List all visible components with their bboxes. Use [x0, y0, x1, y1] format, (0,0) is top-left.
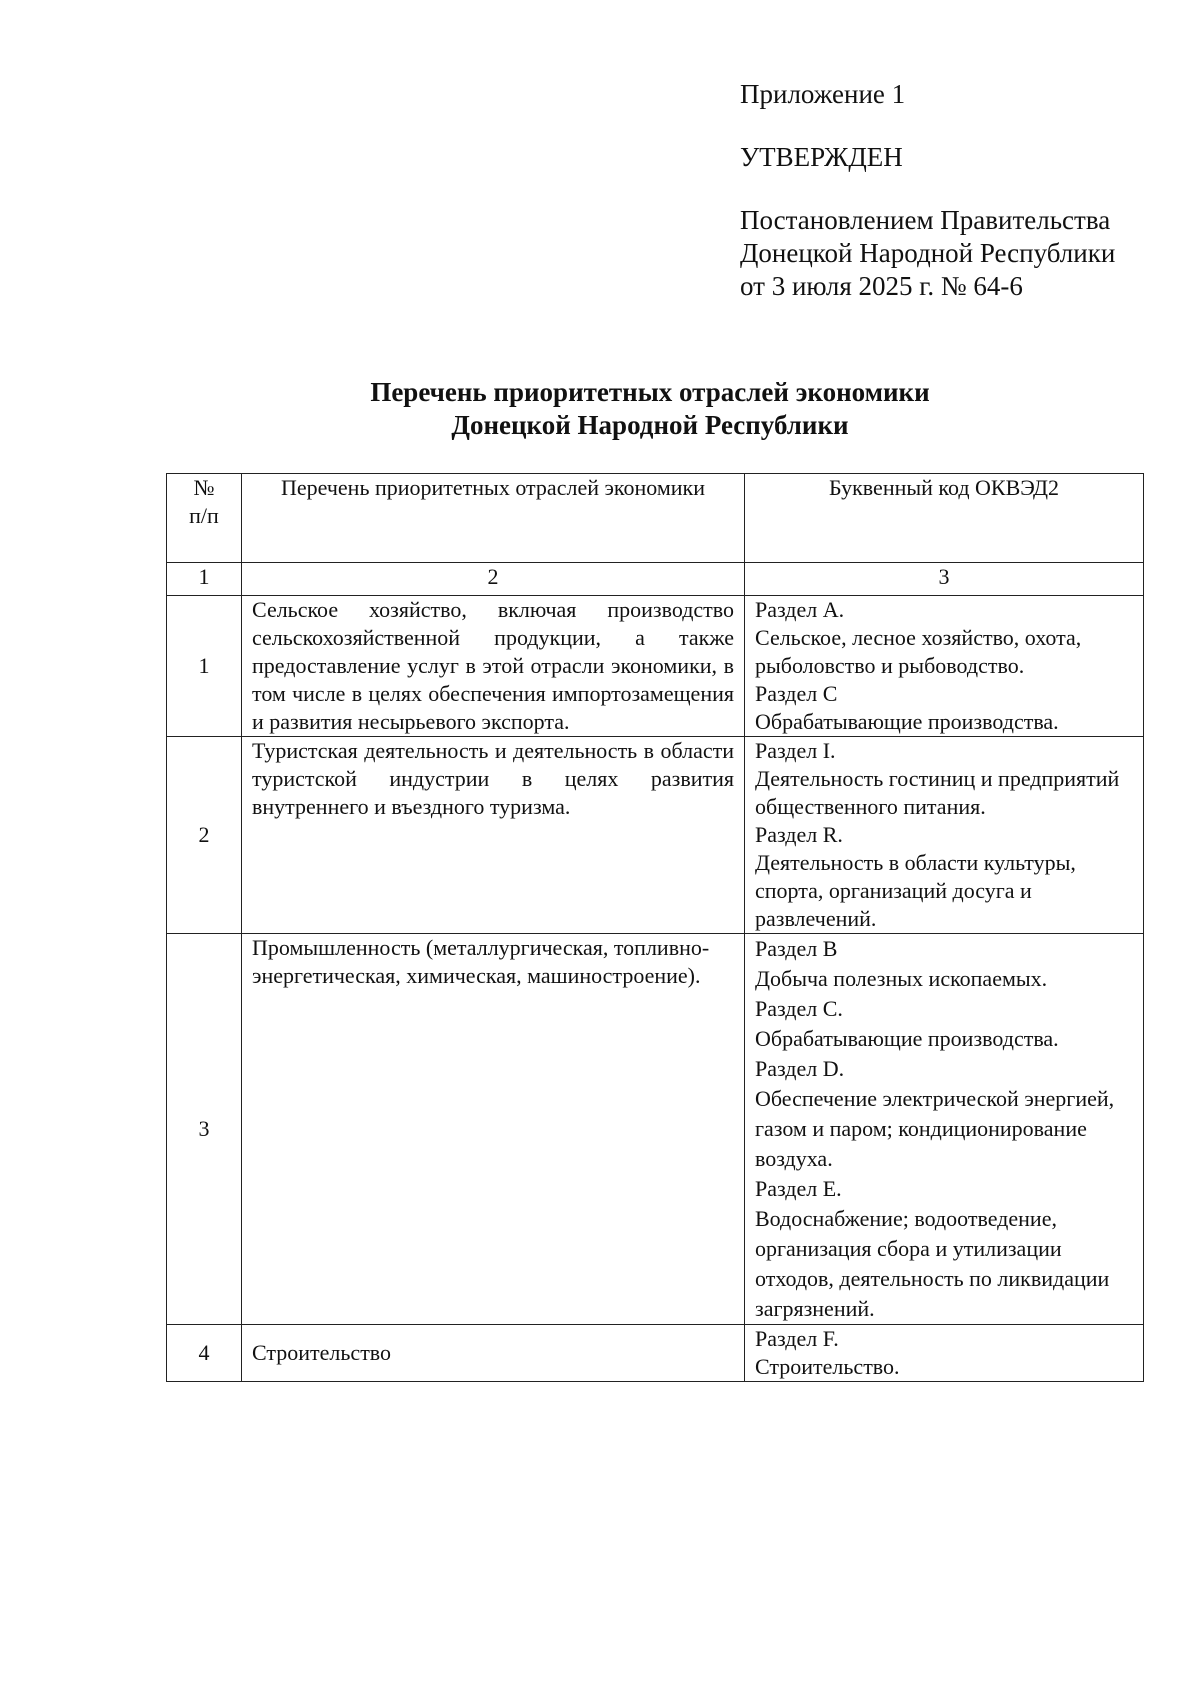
code-line: Обрабатывающие производства. — [755, 709, 1059, 734]
code-line: Раздел А. — [755, 597, 845, 622]
table-header-row — [167, 474, 1144, 563]
row-number: 4 — [167, 1325, 242, 1382]
decree-line: Постановлением Правительства — [740, 205, 1111, 235]
table-row — [167, 934, 1144, 1325]
header-number — [167, 474, 242, 563]
code-line: Раздел R. — [755, 822, 843, 847]
document-title — [150, 376, 1150, 442]
sector-name: Промышленность (металлургическая, топливно-энергетическая, химическая, машиностроение). — [242, 934, 745, 1325]
header-number-symbol: № — [193, 475, 215, 500]
okved-code — [745, 934, 1144, 1325]
code-line: Деятельность гостиниц и предприятий общественного питания. — [755, 766, 1120, 819]
table-row — [167, 737, 1144, 934]
decree-line: от 3 июля 2025 г. № 64-6 — [740, 271, 1023, 301]
code-line: Деятельность в области культуры, спорта, организаций досуга и развлечений. — [755, 850, 1076, 931]
okved-code — [745, 1325, 1144, 1382]
code-line: Обеспечение электрической энергией, газом и паром; кондиционирование воздуха. — [755, 1086, 1115, 1171]
code-line: Раздел Е. — [755, 1176, 842, 1201]
code-line: Раздел В — [755, 936, 838, 961]
code-line: Добыча полезных ископаемых. — [755, 966, 1048, 991]
sector-name: Строительство — [242, 1325, 745, 1382]
code-line: Обрабатывающие производства. — [755, 1026, 1059, 1051]
code-line: Водоснабжение; водоотведение, организация сбора и утилизации отходов, деятельность по ликвидации загрязнений. — [755, 1206, 1110, 1321]
code-line: Раздел I. — [755, 738, 836, 763]
header-number-label: п/п — [189, 503, 219, 528]
column-index-row — [167, 563, 1144, 596]
table-row — [167, 1325, 1144, 1382]
okved-code — [745, 737, 1144, 934]
title-line-2: Донецкой Народной Республики — [451, 410, 849, 440]
approved-label: УТВЕРЖДЕН — [740, 142, 903, 172]
table-row — [167, 596, 1144, 737]
code-line: Раздел D. — [755, 1056, 845, 1081]
code-line: Раздел С. — [755, 996, 843, 1021]
row-number: 3 — [167, 934, 242, 1325]
sector-name: Туристская деятельность и деятельность в области туристской индустрии в целях развития внутреннего и въездного туризма. — [242, 737, 745, 934]
decree-line: Донецкой Народной Республики — [740, 238, 1116, 268]
row-number: 2 — [167, 737, 242, 934]
priority-sectors-table — [166, 473, 1144, 1382]
column-index: 1 — [167, 563, 242, 596]
code-line: Раздел F. — [755, 1326, 839, 1351]
column-index: 3 — [745, 563, 1144, 596]
title-line-1: Перечень приоритетных отраслей экономики — [370, 377, 930, 407]
code-line: Раздел С — [755, 681, 838, 706]
appendix-label: Приложение 1 — [740, 79, 906, 109]
header-sector: Перечень приоритетных отраслей экономики — [242, 474, 745, 563]
code-line: Строительство. — [755, 1354, 900, 1379]
decree-reference — [740, 204, 1160, 303]
sector-name: Сельское хозяйство, включая производство сельскохозяйственной продукции, а также предоставление услуг в этой отрасли экономики, в том числе в целях обеспечения импортозамещения и развития несырьевого экспорта. — [242, 596, 745, 737]
code-line: Сельское, лесное хозяйство, охота, рыболовство и рыбоводство. — [755, 625, 1082, 678]
row-number: 1 — [167, 596, 242, 737]
approval-block — [740, 78, 1160, 303]
okved-code — [745, 596, 1144, 737]
column-index: 2 — [242, 563, 745, 596]
header-code: Буквенный код ОКВЭД2 — [745, 474, 1144, 563]
